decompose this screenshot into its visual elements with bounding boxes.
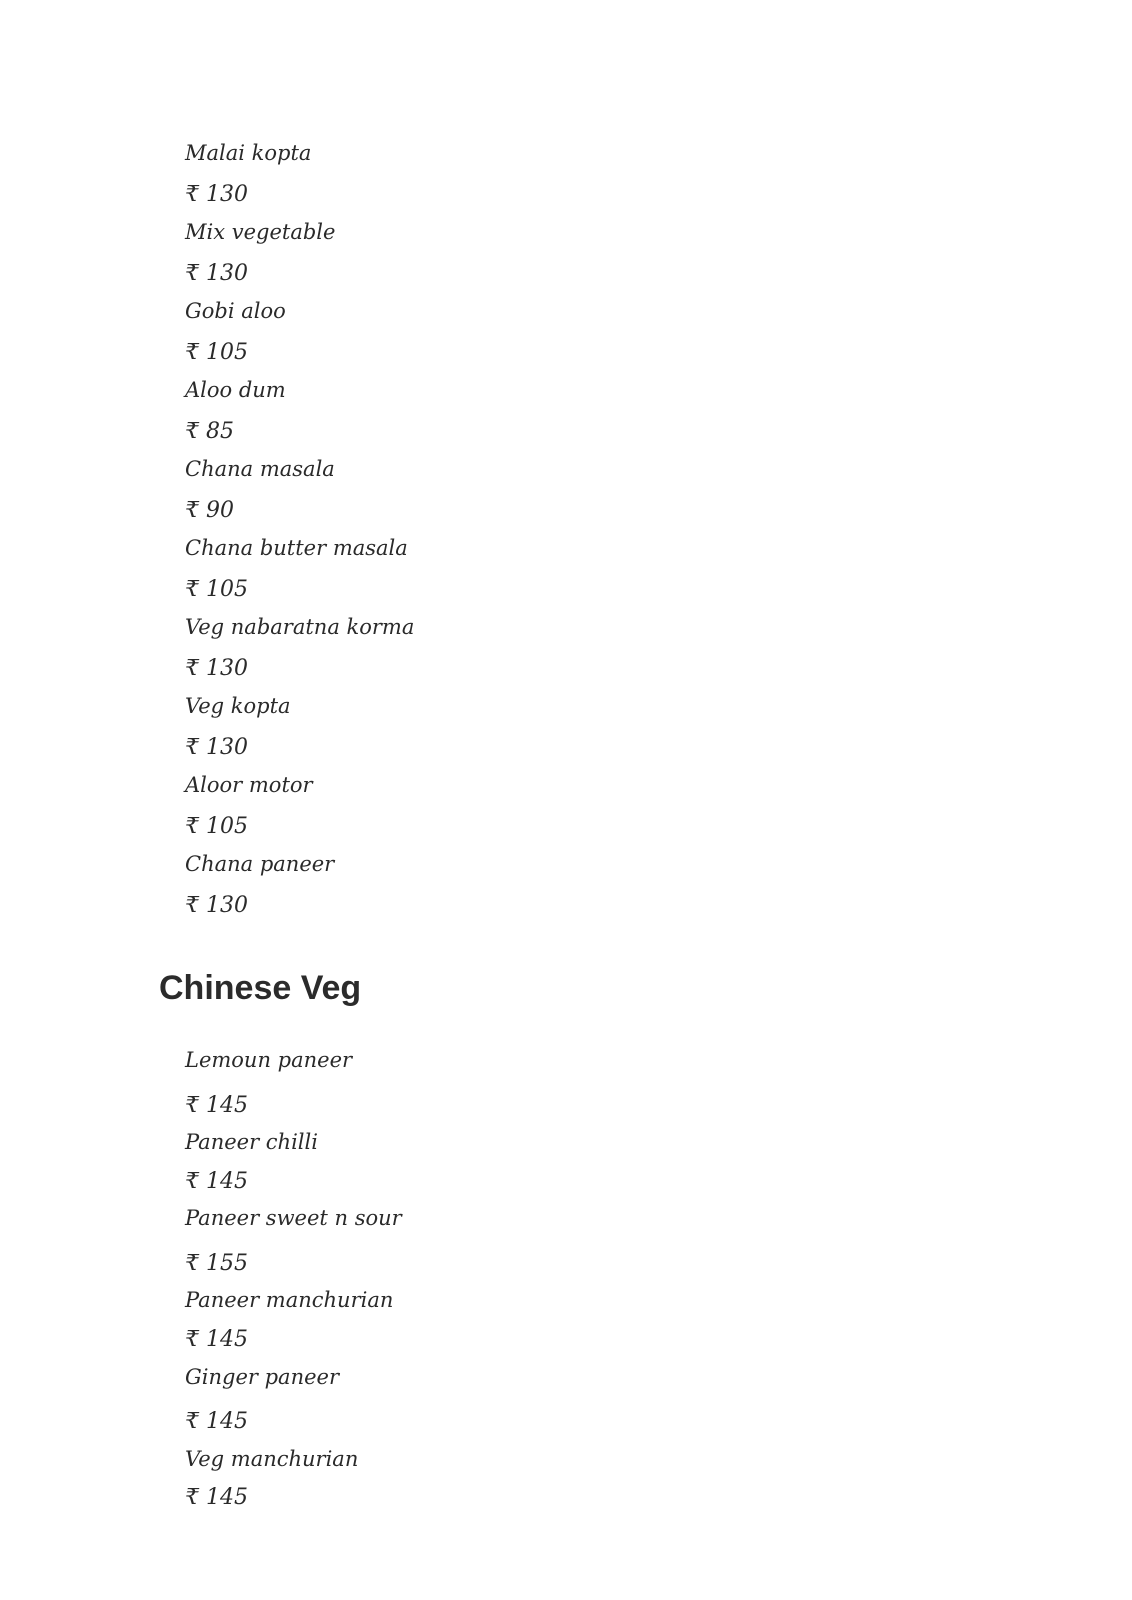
menu-item-price: ₹ 145 bbox=[185, 1169, 248, 1194]
menu-item-name: Mix vegetable bbox=[185, 220, 336, 244]
menu-item-price: ₹ 105 bbox=[185, 814, 248, 839]
menu-item-price: ₹ 145 bbox=[185, 1093, 248, 1118]
menu-item-price: ₹ 105 bbox=[185, 577, 248, 602]
menu-item-name: Paneer chilli bbox=[185, 1130, 318, 1154]
menu-item-price: ₹ 130 bbox=[185, 893, 248, 918]
menu-item-price: ₹ 145 bbox=[185, 1327, 248, 1352]
menu-item-name: Paneer sweet n sour bbox=[185, 1206, 402, 1230]
menu-item-price: ₹ 130 bbox=[185, 261, 248, 286]
menu-item-name: Chana paneer bbox=[185, 852, 335, 876]
menu-item-name: Veg manchurian bbox=[185, 1447, 359, 1471]
menu-item-price: ₹ 105 bbox=[185, 340, 248, 365]
menu-item-price: ₹ 145 bbox=[185, 1409, 248, 1434]
menu-item-name: Veg kopta bbox=[185, 694, 291, 718]
menu-item-price: ₹ 155 bbox=[185, 1251, 248, 1276]
menu-item-name: Paneer manchurian bbox=[185, 1288, 394, 1312]
menu-item-price: ₹ 130 bbox=[185, 735, 248, 760]
menu-item-name: Lemoun paneer bbox=[185, 1048, 353, 1072]
menu-item-name: Chana butter masala bbox=[185, 536, 408, 560]
menu-item-name: Aloor motor bbox=[185, 773, 313, 797]
menu-item-name: Chana masala bbox=[185, 457, 335, 481]
menu-item-price: ₹ 130 bbox=[185, 182, 248, 207]
menu-item-name: Ginger paneer bbox=[185, 1365, 339, 1389]
menu-item-name: Gobi aloo bbox=[185, 299, 286, 323]
section-heading-chinese-veg: Chinese Veg bbox=[159, 969, 362, 1007]
menu-item-price: ₹ 85 bbox=[185, 419, 234, 444]
menu-item-name: Malai kopta bbox=[185, 141, 312, 165]
menu-item-price: ₹ 90 bbox=[185, 498, 234, 523]
menu-item-name: Veg nabaratna korma bbox=[185, 615, 415, 639]
menu-item-price: ₹ 130 bbox=[185, 656, 248, 681]
menu-item-price: ₹ 145 bbox=[185, 1485, 248, 1510]
menu-item-name: Aloo dum bbox=[185, 378, 286, 402]
